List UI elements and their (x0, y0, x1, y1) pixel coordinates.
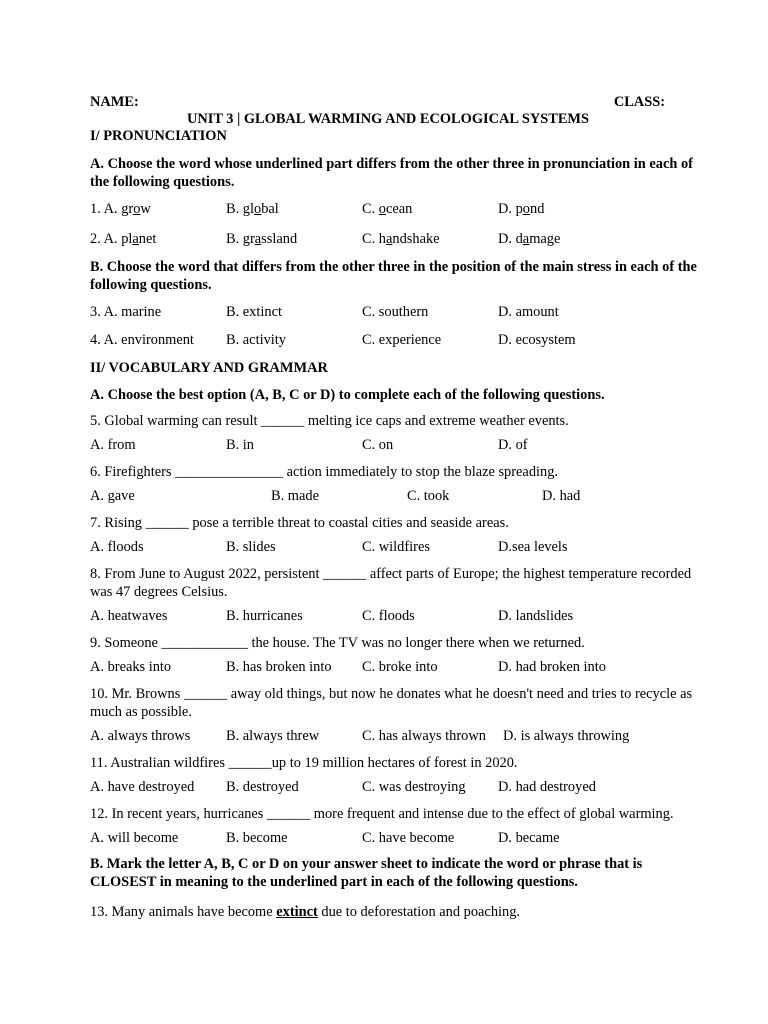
option-6d: D. had (542, 488, 581, 504)
option-10b: B. always threw (226, 728, 320, 744)
question-8-options (90, 608, 706, 626)
option-12d: D. became (498, 830, 560, 846)
option-11d: D. had destroyed (498, 779, 596, 795)
option-11b: B. destroyed (226, 779, 299, 795)
question-7-options (90, 539, 706, 557)
option-9b: B. has broken into (226, 659, 332, 675)
option-3c: C. southern (362, 304, 429, 320)
option-9a: A. breaks into (90, 659, 172, 675)
option-7a: A. floods (90, 539, 144, 555)
option-1a: 1. A. grow (90, 201, 151, 217)
question-number: 2. (90, 231, 101, 247)
question-4-options (90, 332, 706, 350)
section-heading-pronunciation: I/ PRONUNCIATION (90, 128, 227, 144)
underlined-sound: a (132, 231, 139, 247)
instruction-vocabulary-b: B. Mark the letter A, B, C or D on your answer sheet to indicate the word or phrase that is CLOSEST in meaning to the underlined part in each of the following questions. (90, 856, 643, 890)
option-4a: 4. A. environment (90, 332, 194, 348)
question-1-options (90, 201, 706, 219)
question-10-options (90, 728, 706, 746)
option-3b: B. extinct (226, 304, 282, 320)
question-12-stem: 12. In recent years, hurricanes ______ more frequent and intense due to the effect of global warming. (90, 806, 674, 822)
option-4d: D. ecosystem (498, 332, 576, 348)
header-row (90, 94, 706, 112)
option-2b: B. grassland (226, 231, 298, 247)
question-11-options (90, 779, 706, 797)
option-4b: B. activity (226, 332, 286, 348)
option-2d: D. damage (498, 231, 561, 247)
question-6-options (90, 488, 706, 506)
option-10c: C. has always thrown (362, 728, 486, 744)
instruction-pronunciation-a: A. Choose the word whose underlined part differs from the other three in pronunciation in each of the following questions. (90, 156, 693, 190)
section-heading-vocabulary: II/ VOCABULARY AND GRAMMAR (90, 360, 328, 376)
option-11a: A. have destroyed (90, 779, 195, 795)
unit-title: UNIT 3 | GLOBAL WARMING AND ECOLOGICAL SYSTEMS (186, 111, 590, 127)
instruction-stress-b: B. Choose the word that differs from the other three in the position of the main stress in each of the following questions. (90, 259, 697, 293)
question-3-options (90, 304, 706, 322)
option-1b: B. global (226, 201, 279, 217)
class-label: CLASS: (613, 94, 665, 110)
option-4c: C. experience (362, 332, 442, 348)
option-8c: C. floods (362, 608, 415, 624)
option-3a: 3. A. marine (90, 304, 162, 320)
question-13-stem: 13. Many animals have become extinct due to deforestation and poaching. (90, 904, 521, 920)
question-2-options (90, 231, 706, 249)
option-8a: A. heatwaves (90, 608, 168, 624)
question-5-options (90, 437, 706, 455)
question-number: 1. (90, 201, 101, 217)
underlined-sound: a (254, 231, 262, 247)
option-9d: D. had broken into (498, 659, 606, 675)
option-12c: C. have become (362, 830, 455, 846)
option-6b: B. made (271, 488, 319, 504)
option-9c: C. broke into (362, 659, 438, 675)
option-11c: C. was destroying (362, 779, 466, 795)
option-5a: A. from (90, 437, 136, 453)
option-7c: C. wildfires (362, 539, 430, 555)
option-10d: D. is always throwing (503, 728, 630, 744)
option-2a: 2. A. planet (90, 231, 157, 247)
option-6a: A. gave (90, 488, 135, 504)
question-9-options (90, 659, 706, 677)
option-1d: D. pond (498, 201, 545, 217)
underlined-sound: a (522, 231, 530, 247)
option-8d: D. landslides (498, 608, 574, 624)
option-3d: D. amount (498, 304, 559, 320)
option-6c: C. took (407, 488, 450, 504)
option-7d: D.sea levels (498, 539, 568, 555)
option-5b: B. in (226, 437, 254, 453)
option-8b: B. hurricanes (226, 608, 303, 624)
option-10a: A. always throws (90, 728, 191, 744)
option-1c: C. ocean (362, 201, 413, 217)
question-5-stem: 5. Global warming can result ______ melting ice caps and extreme weather events. (90, 413, 569, 429)
underlined-sound: o (133, 201, 141, 217)
option-12a: A. will become (90, 830, 179, 846)
question-6-stem: 6. Firefighters _______________ action immediately to stop the blaze spreading. (90, 464, 558, 480)
instruction-vocabulary-a: A. Choose the best option (A, B, C or D) to complete each of the following questions. (90, 387, 605, 403)
option-12b: B. become (226, 830, 288, 846)
question-11-stem: 11. Australian wildfires ______up to 19 million hectares of forest in 2020. (90, 755, 518, 771)
underlined-sound: o (254, 201, 262, 217)
underlined-sound: a (386, 231, 393, 247)
worksheet (90, 92, 706, 921)
question-7-stem: 7. Rising ______ pose a terrible threat to coastal cities and seaside areas. (90, 515, 509, 531)
underlined-sound: o (522, 201, 530, 217)
question-10-stem: 10. Mr. Browns ______ away old things, but now he donates what he doesn't need and tries to recycle as much as possible. (90, 686, 693, 720)
question-8-stem: 8. From June to August 2022, persistent ______ affect parts of Europe; the highest temperature recorded was 47 degrees Celsius. (90, 566, 692, 600)
underlined-word: extinct (276, 904, 318, 920)
option-2c: C. handshake (362, 231, 440, 247)
name-label: NAME: (90, 94, 139, 110)
option-5c: C. on (362, 437, 394, 453)
question-9-stem: 9. Someone ____________ the house. The TV was no longer there when we returned. (90, 635, 585, 651)
option-5d: D. of (498, 437, 528, 453)
option-7b: B. slides (226, 539, 276, 555)
question-12-options (90, 830, 706, 848)
underlined-sound: o (378, 201, 386, 217)
